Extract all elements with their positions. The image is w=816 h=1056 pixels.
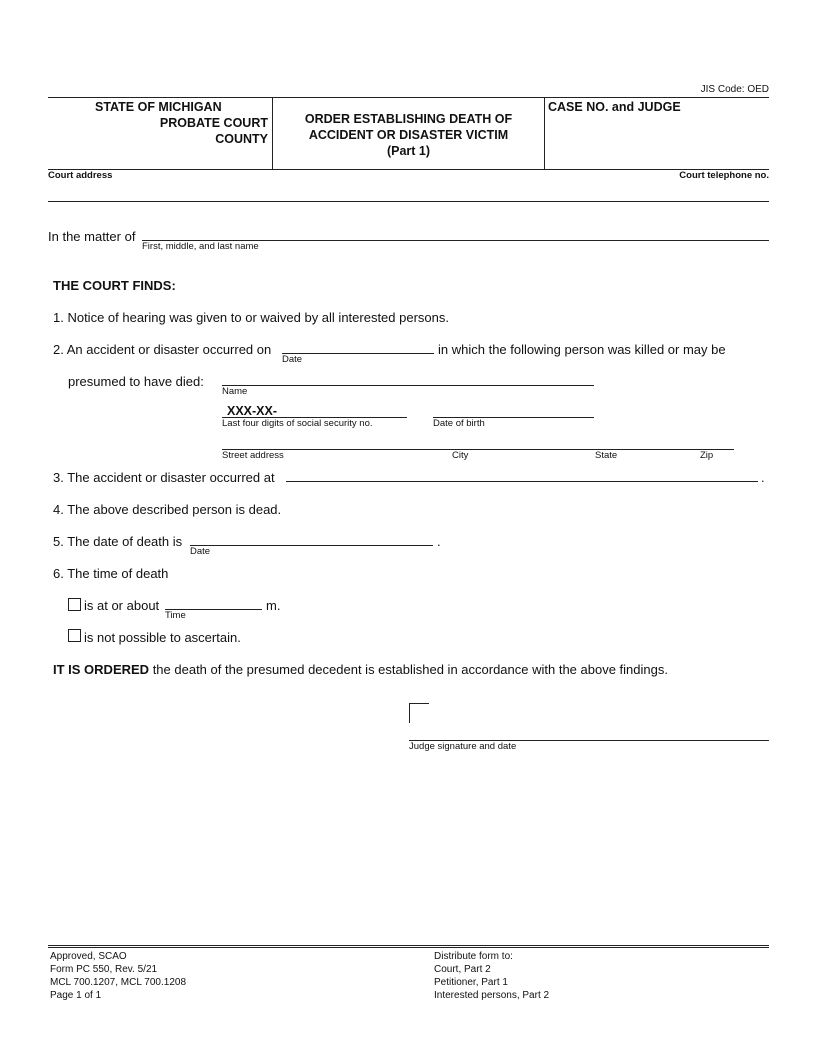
time-known-label: is at or about [84, 598, 160, 613]
dob-label: Date of birth [433, 418, 485, 429]
decedent-name-field[interactable] [222, 371, 594, 386]
form-title-line1: ORDER ESTABLISHING DEATH OF [304, 112, 513, 126]
court-address-label: Court address [48, 170, 113, 181]
finding-3-period: . [761, 470, 765, 485]
accident-date-label: Date [282, 354, 303, 365]
county-label: COUNTY [215, 132, 268, 146]
jis-code: JIS Code: OED [700, 84, 769, 95]
footer-right [434, 950, 549, 1002]
street-address-label: Street address [222, 450, 284, 461]
footer-form-number: Form PC 550, Rev. 5/21 [50, 964, 158, 975]
time-unknown-checkbox[interactable] [68, 629, 81, 642]
form-title-line3: (Part 1) [386, 144, 431, 158]
judge-signature-field[interactable] [409, 726, 769, 741]
order-statement [53, 662, 773, 677]
court-name: PROBATE COURT [159, 116, 268, 130]
footer-left [50, 950, 186, 1002]
form-title-line2: ACCIDENT OR DISASTER VICTIM [308, 128, 509, 142]
footer-rule-1 [48, 945, 769, 946]
footer-rule-2 [48, 947, 769, 948]
finding-6: 6. The time of death [53, 566, 169, 581]
time-known-checkbox[interactable] [68, 598, 81, 611]
death-date-field[interactable] [190, 531, 433, 546]
city-label: City [452, 450, 469, 461]
matter-label: In the matter of [48, 229, 136, 244]
finding-2-cont: presumed to have died: [68, 374, 204, 389]
form-title [273, 111, 544, 159]
footer-mcl: MCL 700.1207, MCL 700.1208 [50, 977, 187, 988]
state-label: State [595, 450, 618, 461]
ssn-field[interactable] [222, 403, 407, 418]
time-label: Time [165, 610, 186, 621]
header-top-rule [48, 97, 769, 98]
footer-approved: Approved, SCAO [50, 951, 127, 962]
footer-petitioner-part: Petitioner, Part 1 [434, 977, 508, 988]
court-address-rule [48, 201, 769, 202]
dob-field[interactable] [433, 403, 594, 418]
finding-4: 4. The above described person is dead. [53, 502, 282, 517]
court-telephone-label: Court telephone no. [679, 170, 769, 181]
finding-5-period: . [437, 534, 441, 549]
finding-3: 3. The accident or disaster occurred at [53, 470, 275, 485]
time-of-death-field[interactable] [165, 595, 262, 610]
signature-corner-mark [409, 703, 429, 723]
finding-5: 5. The date of death is [53, 534, 183, 549]
state-name: STATE OF MICHIGAN [95, 100, 222, 114]
findings-heading: THE COURT FINDS: [53, 278, 176, 293]
signature-label: Judge signature and date [409, 741, 517, 752]
footer-court-part: Court, Part 2 [434, 964, 491, 975]
accident-location-field[interactable] [286, 467, 758, 482]
case-no-field[interactable] [548, 118, 766, 166]
finding-2-post: in which the following person was killed or may be [438, 342, 726, 357]
finding-1: 1. Notice of hearing was given to or waived by all interested persons. [53, 310, 449, 325]
footer-interested-part: Interested persons, Part 2 [434, 990, 550, 1001]
footer-distribute: Distribute form to: [434, 951, 513, 962]
time-meridiem-label: m. [266, 598, 281, 613]
decedent-name-label: Name [222, 386, 248, 397]
time-unknown-label: is not possible to ascertain. [84, 630, 241, 645]
zip-label: Zip [700, 450, 714, 461]
order-bold: IT IS ORDERED [53, 662, 150, 677]
decedent-address-field[interactable] [222, 435, 734, 450]
footer-page: Page 1 of 1 [50, 990, 102, 1001]
accident-date-field[interactable] [282, 339, 434, 354]
matter-sublabel: First, middle, and last name [142, 241, 259, 252]
order-text: the death of the presumed decedent is established in accordance with the above findings. [149, 662, 668, 677]
ssn-prefix: XXX-XX- [227, 404, 278, 418]
header-divider-2 [544, 97, 545, 169]
finding-2-pre: 2. An accident or disaster occurred on [53, 342, 272, 357]
matter-name-field[interactable] [142, 226, 769, 241]
death-date-label: Date [190, 546, 211, 557]
case-no-label: CASE NO. and JUDGE [548, 100, 681, 114]
ssn-label: Last four digits of social security no. [222, 418, 373, 429]
